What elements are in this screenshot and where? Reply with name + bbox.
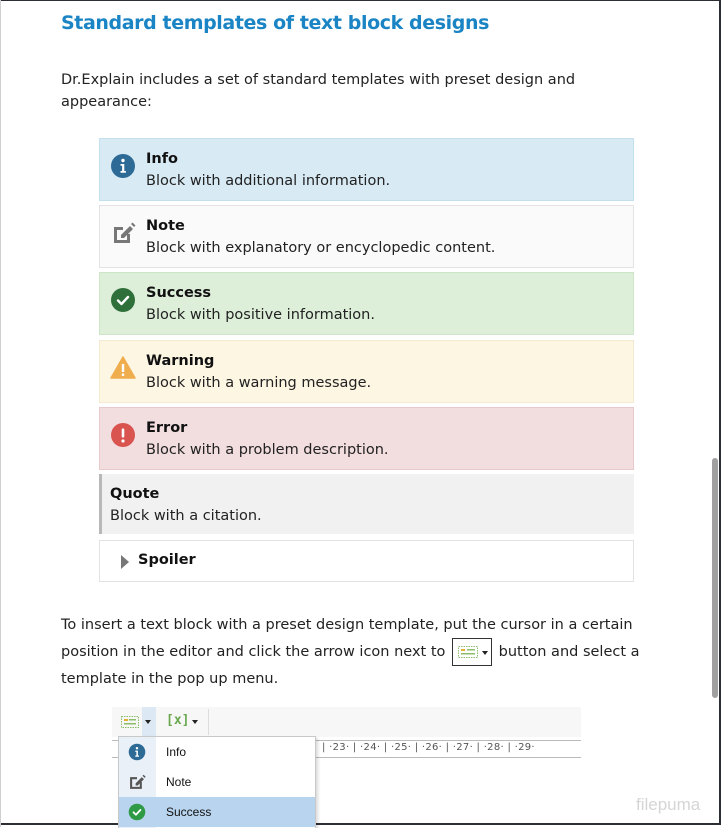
insert-variable-button[interactable] [164, 707, 204, 737]
menu-item-info[interactable] [119, 737, 315, 767]
info-block-title: Info [146, 151, 178, 167]
instructions-paragraph [61, 612, 641, 692]
menu-item-success[interactable] [119, 797, 315, 827]
error-block-title: Error [146, 420, 188, 436]
success-block-title: Success [146, 285, 212, 301]
page-title: Standard templates of text block designs [61, 12, 489, 34]
text-block-icon [121, 716, 139, 728]
warning-triangle-icon [110, 355, 136, 381]
check-circle-icon [110, 287, 136, 313]
text-block-dropdown-arrow[interactable] [142, 707, 156, 737]
quote-block-title: Quote [110, 486, 160, 502]
insert-text-block-button[interactable] [118, 707, 140, 737]
edit-icon [128, 773, 146, 791]
chevron-down-icon [145, 720, 151, 724]
template-popup-menu [118, 736, 316, 828]
editor-toolbar [112, 707, 581, 737]
warning-block [99, 340, 634, 403]
vertical-scrollbar[interactable] [712, 458, 718, 698]
editor-screenshot [112, 707, 581, 827]
check-circle-icon [128, 803, 146, 821]
chevron-down-icon [482, 651, 488, 655]
menu-item-label: Success [166, 805, 212, 819]
menu-item-label: Note [166, 775, 192, 789]
chevron-down-icon [192, 720, 198, 724]
warning-block-title: Warning [146, 353, 215, 369]
instructions-text-2: button and select a template in the pop up menu. [61, 644, 640, 687]
quote-block-description: Block with a citation. [110, 508, 262, 524]
variable-icon: [x] [166, 713, 190, 728]
window-left-border [0, 0, 1, 827]
note-block-description: Block with explanatory or encyclopedic content. [146, 240, 496, 256]
ruler-ticks: | ·23· | ·24· | ·25· | ·26· | ·27· | ·28· | ·29· [322, 742, 535, 753]
toolbar-separator [208, 709, 209, 735]
triangle-right-icon[interactable] [121, 555, 129, 569]
info-icon [110, 153, 136, 179]
error-circle-icon [110, 422, 136, 448]
success-block [99, 272, 634, 335]
note-block-title: Note [146, 218, 185, 234]
warning-block-description: Block with a warning message. [146, 375, 372, 391]
success-block-description: Block with positive information. [146, 307, 375, 323]
info-block-description: Block with additional information. [146, 173, 391, 189]
quote-block [99, 474, 634, 534]
menu-item-label: Info [166, 745, 187, 759]
error-block-description: Block with a problem description. [146, 442, 389, 458]
spoiler-block[interactable] [99, 540, 634, 582]
text-block-icon [458, 646, 478, 658]
intro-paragraph: Dr.Explain includes a set of standard templates with preset design and appearance: [61, 72, 576, 110]
menu-item-note[interactable] [119, 767, 315, 797]
edit-icon [110, 220, 136, 246]
text-block-button-illustration [452, 638, 492, 666]
watermark: filepuma [636, 795, 701, 814]
info-icon [128, 743, 146, 761]
instructions-text-1: To insert a text block with a preset design template, put the cursor in a certain position in the editor and click the arrow icon next to [61, 617, 633, 660]
error-block [99, 407, 634, 470]
info-block [99, 138, 634, 201]
note-block [99, 205, 634, 268]
spoiler-block-title[interactable]: Spoiler [138, 552, 196, 568]
